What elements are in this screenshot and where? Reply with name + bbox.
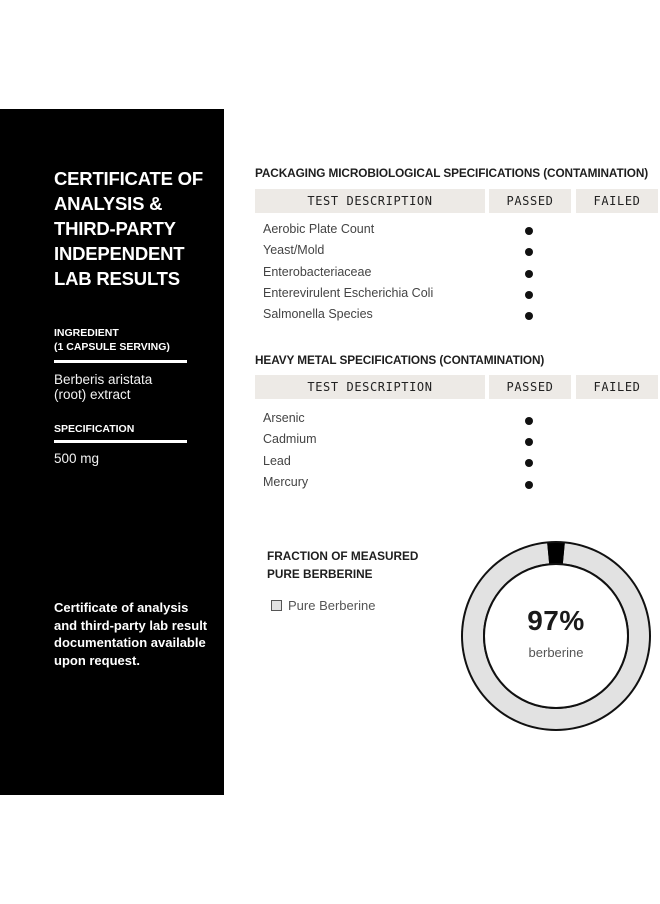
passed-dot	[525, 227, 533, 235]
passed-dot	[525, 417, 533, 425]
micro-row-label: Salmonella Species	[263, 307, 373, 321]
micro-header-passed: PASSED	[489, 189, 571, 213]
passed-dot	[525, 291, 533, 299]
ingredient-value-line2: (root) extract	[54, 387, 131, 402]
metals-row-label: Cadmium	[263, 432, 317, 446]
specification-label: SPECIFICATION	[54, 423, 135, 435]
ingredient-label	[54, 326, 170, 354]
metals-section-title: HEAVY METAL SPECIFICATIONS (CONTAMINATION)	[255, 353, 545, 367]
micro-row-label: Aerobic Plate Count	[263, 222, 375, 236]
metals-row-label: Lead	[263, 454, 291, 468]
metals-header-failed: FAILED	[576, 375, 658, 399]
micro-row-label: Enterobacteriaceae	[263, 265, 372, 279]
documentation-note: Certificate of analysis and third-party lab result documentation available upon request.	[54, 600, 208, 668]
ingredient-value-line1: Berberis aristata	[54, 372, 153, 387]
micro-header-failed: FAILED	[576, 189, 658, 213]
passed-dot	[525, 270, 533, 278]
metals-header-passed: PASSED	[489, 375, 571, 399]
legend-label: Pure Berberine	[288, 598, 376, 613]
passed-dot	[525, 438, 533, 446]
micro-section-title: PACKAGING MICROBIOLOGICAL SPECIFICATIONS (CONTAMINATION)	[255, 166, 649, 180]
ingredient-value	[54, 372, 204, 402]
metals-row-label: Mercury	[263, 475, 309, 489]
micro-row-label: Enterevirulent Escherichia Coli	[263, 286, 434, 300]
passed-dot	[525, 248, 533, 256]
fraction-title-line1: FRACTION OF MEASURED	[267, 549, 419, 563]
chart-legend	[271, 598, 375, 613]
specification-divider	[54, 440, 187, 443]
passed-dot	[525, 459, 533, 467]
passed-dot	[525, 312, 533, 320]
donut-center-caption: berberine	[528, 645, 584, 660]
certificate-title: CERTIFICATE OF ANALYSIS & THIRD-PARTY INDEPENDENT LAB RESULTS	[54, 168, 203, 289]
micro-header-description: TEST DESCRIPTION	[255, 189, 485, 213]
specification-value: 500 mg	[54, 451, 100, 466]
micro-row-label: Yeast/Mold	[263, 243, 325, 257]
sidebar-panel	[0, 109, 224, 795]
fraction-title-line2: PURE BERBERINE	[267, 567, 373, 581]
fraction-title	[267, 547, 447, 583]
metals-header-description: TEST DESCRIPTION	[255, 375, 485, 399]
passed-dot	[525, 481, 533, 489]
ingredient-label-line2: (1 CAPSULE SERVING)	[54, 341, 170, 353]
metals-row-label: Arsenic	[263, 411, 305, 425]
legend-swatch	[271, 600, 282, 611]
donut-center-value: 97%	[527, 605, 585, 636]
ingredient-label-line1: INGREDIENT	[54, 327, 119, 339]
ingredient-divider	[54, 360, 187, 363]
donut-slice-other	[547, 543, 565, 563]
